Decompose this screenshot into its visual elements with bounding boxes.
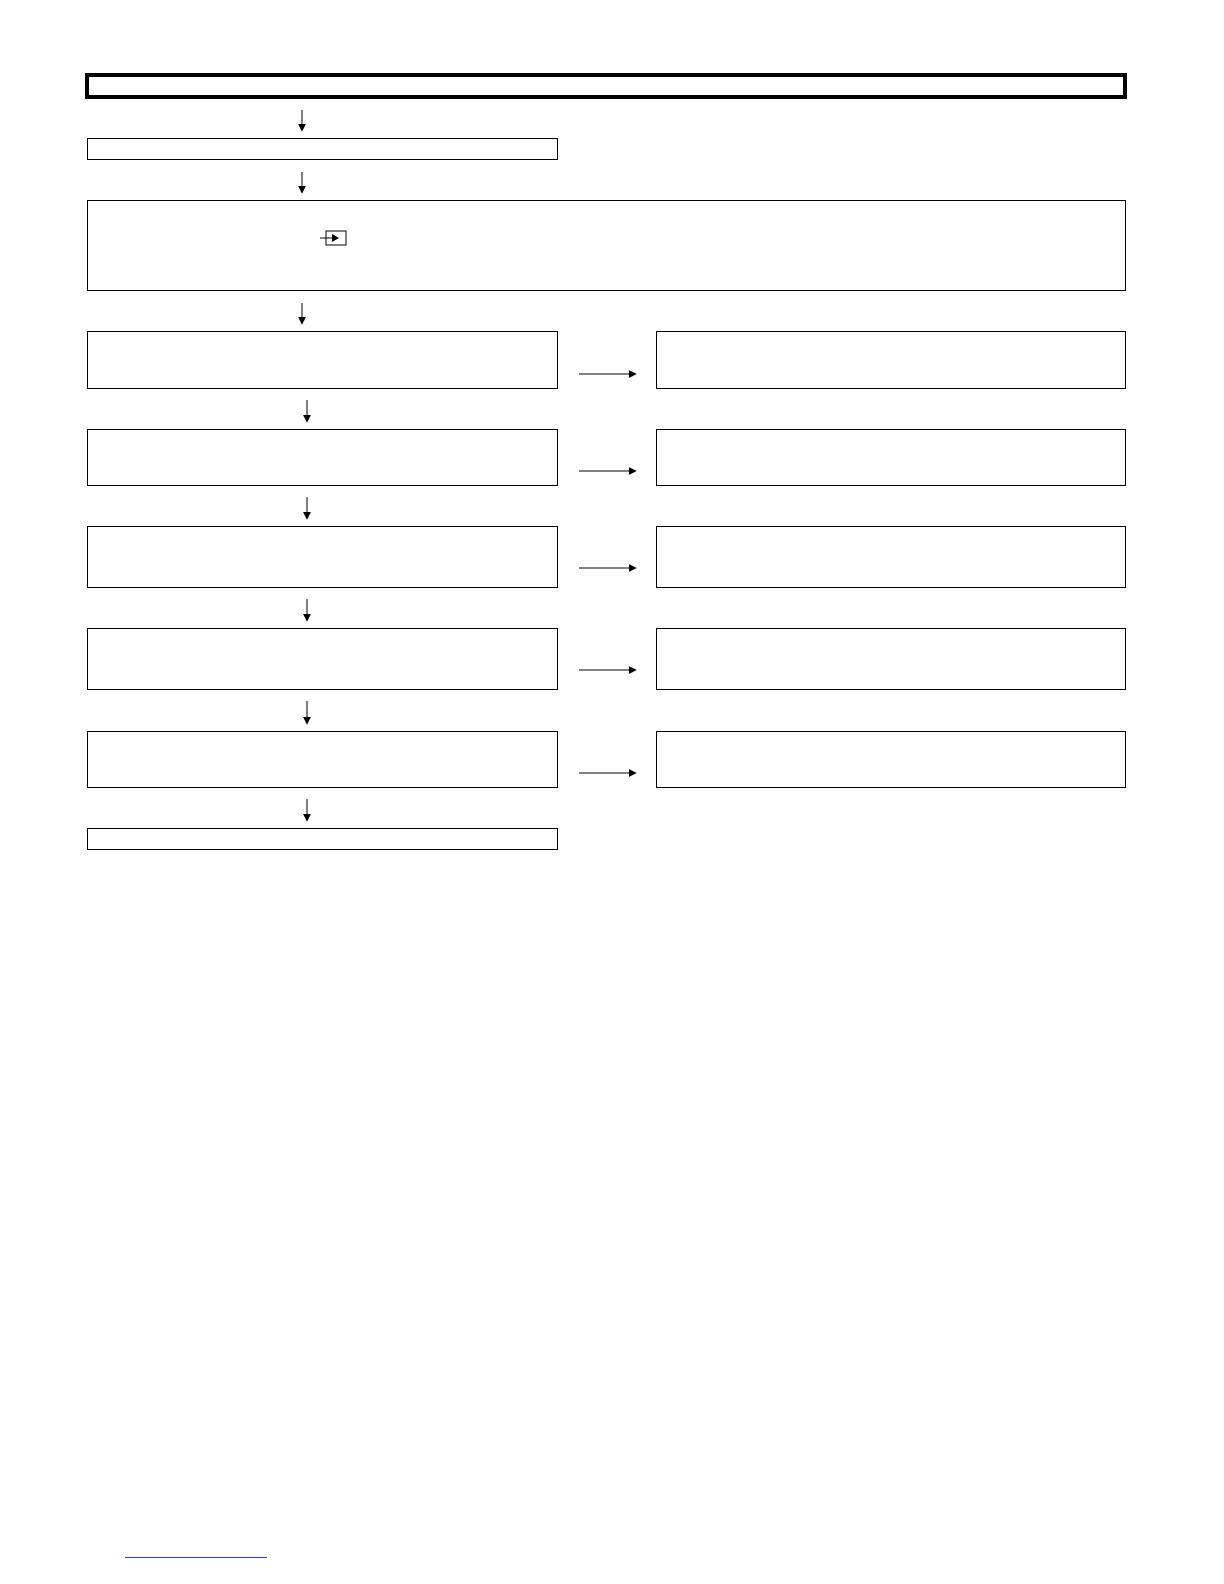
footer-link[interactable] [125, 1557, 267, 1570]
